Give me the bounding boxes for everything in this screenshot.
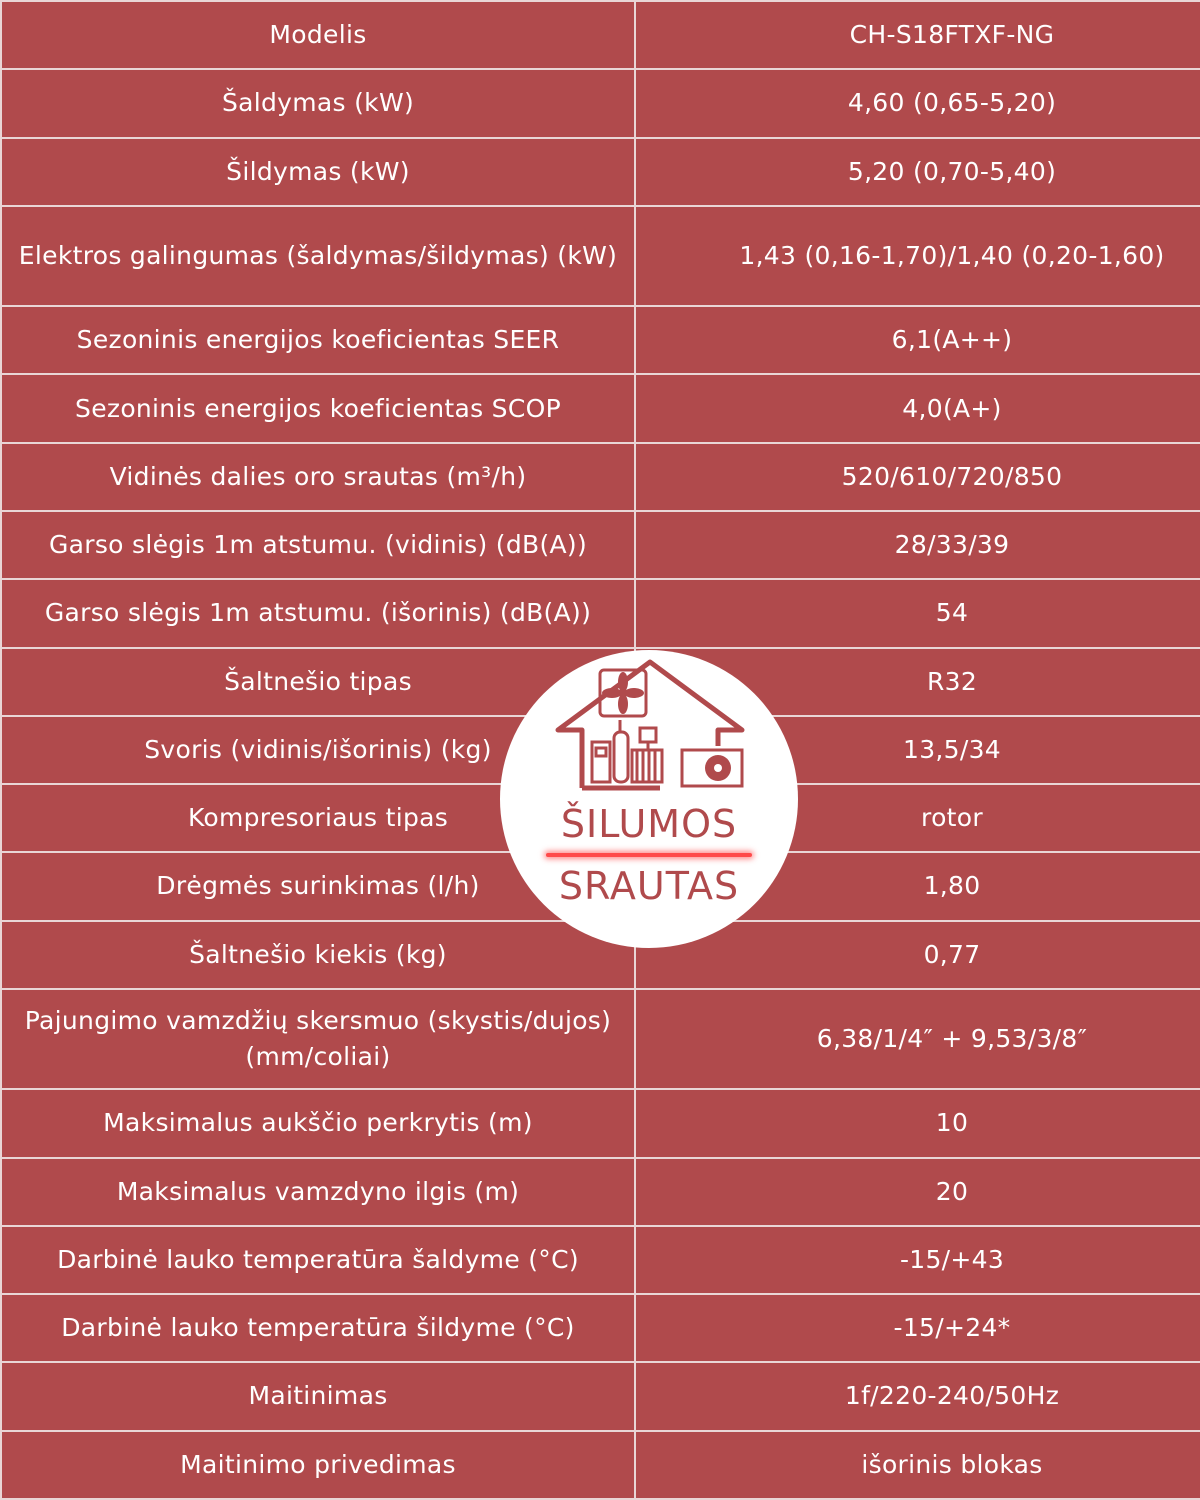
spec-label: Šaltnešio tipas	[1, 648, 635, 716]
spec-label: Šaltnešio kiekis (kg)	[1, 921, 635, 989]
outdoor-unit-icon	[682, 750, 742, 786]
table-row	[1, 1, 1200, 69]
fan-icon	[600, 670, 646, 716]
spec-value: -15/+24*	[635, 1294, 1200, 1362]
spec-label: Vidinės dalies oro srautas (m³/h)	[1, 443, 635, 511]
table-row	[1, 443, 1200, 511]
table-row	[1, 1431, 1200, 1499]
spec-value: 20	[635, 1158, 1200, 1226]
spec-label: Kompresoriaus tipas	[1, 784, 635, 852]
table-row	[1, 69, 1200, 137]
table-row	[1, 306, 1200, 374]
table-row	[1, 579, 1200, 647]
spec-value: -15/+43	[635, 1226, 1200, 1294]
spec-label: Darbinė lauko temperatūra šaldyme (°C)	[1, 1226, 635, 1294]
spec-label: Šildymas (kW)	[1, 138, 635, 206]
table-row	[1, 1226, 1200, 1294]
table-row	[1, 374, 1200, 442]
spec-label: Maksimalus aukščio perkrytis (m)	[1, 1089, 635, 1157]
spec-value: rotor	[635, 784, 1200, 852]
spec-value: 6,1(A++)	[635, 306, 1200, 374]
spec-value: 1f/220-240/50Hz	[635, 1362, 1200, 1430]
spec-label: Modelis	[1, 1, 635, 69]
spec-value: 28/33/39	[635, 511, 1200, 579]
table-row	[1, 989, 1200, 1089]
table-row	[1, 1089, 1200, 1157]
spec-label: Maitinimo privedimas	[1, 1431, 635, 1499]
spec-value: 10	[635, 1089, 1200, 1157]
spec-label: Pajungimo vamzdžių skersmuo (skystis/dujos) (mm/coliai)	[1, 989, 635, 1089]
spec-value: CH-S18FTXF-NG	[635, 1, 1200, 69]
spec-label: Maitinimas	[1, 1362, 635, 1430]
spec-label: Drėgmės surinkimas (l/h)	[1, 852, 635, 920]
table-row	[1, 1294, 1200, 1362]
spec-value: išorinis blokas	[635, 1431, 1200, 1499]
logo-text-line1: ŠILUMOS	[560, 802, 738, 846]
logo-text-line2: SRAUTAS	[558, 864, 740, 908]
spec-value: 4,60 (0,65-5,20)	[635, 69, 1200, 137]
table-row	[1, 138, 1200, 206]
spec-value: 4,0(A+)	[635, 374, 1200, 442]
spec-value: 54	[635, 579, 1200, 647]
spec-label: Svoris (vidinis/išorinis) (kg)	[1, 716, 635, 784]
table-row	[1, 1158, 1200, 1226]
spec-label: Sezoninis energijos koeficientas SCOP	[1, 374, 635, 442]
spec-value: 1,80	[635, 852, 1200, 920]
spec-label: Garso slėgis 1m atstumu. (vidinis) (dB(A))	[1, 511, 635, 579]
spec-label: Garso slėgis 1m atstumu. (išorinis) (dB(A))	[1, 579, 635, 647]
table-row	[1, 206, 1200, 306]
brand-logo	[500, 650, 798, 948]
spec-label: Elektros galingumas (šaldymas/šildymas) (kW)	[1, 206, 635, 306]
spec-label: Darbinė lauko temperatūra šildyme (°C)	[1, 1294, 635, 1362]
spec-value: R32	[635, 648, 1200, 716]
spec-value: 520/610/720/850	[635, 443, 1200, 511]
spec-label: Sezoninis energijos koeficientas SEER	[1, 306, 635, 374]
spec-value: 0,77	[635, 921, 1200, 989]
spec-label: Maksimalus vamzdyno ilgis (m)	[1, 1158, 635, 1226]
spec-value: 5,20 (0,70-5,40)	[635, 138, 1200, 206]
spec-value: 1,43 (0,16-1,70)/1,40 (0,20-1,60)	[635, 206, 1200, 306]
table-row	[1, 1362, 1200, 1430]
boiler-equipment-icon	[592, 720, 662, 782]
table-row	[1, 511, 1200, 579]
logo-divider	[546, 853, 752, 857]
spec-value: 6,38/1/4″ + 9,53/3/8″	[635, 989, 1200, 1089]
spec-label: Šaldymas (kW)	[1, 69, 635, 137]
spec-value: 13,5/34	[635, 716, 1200, 784]
